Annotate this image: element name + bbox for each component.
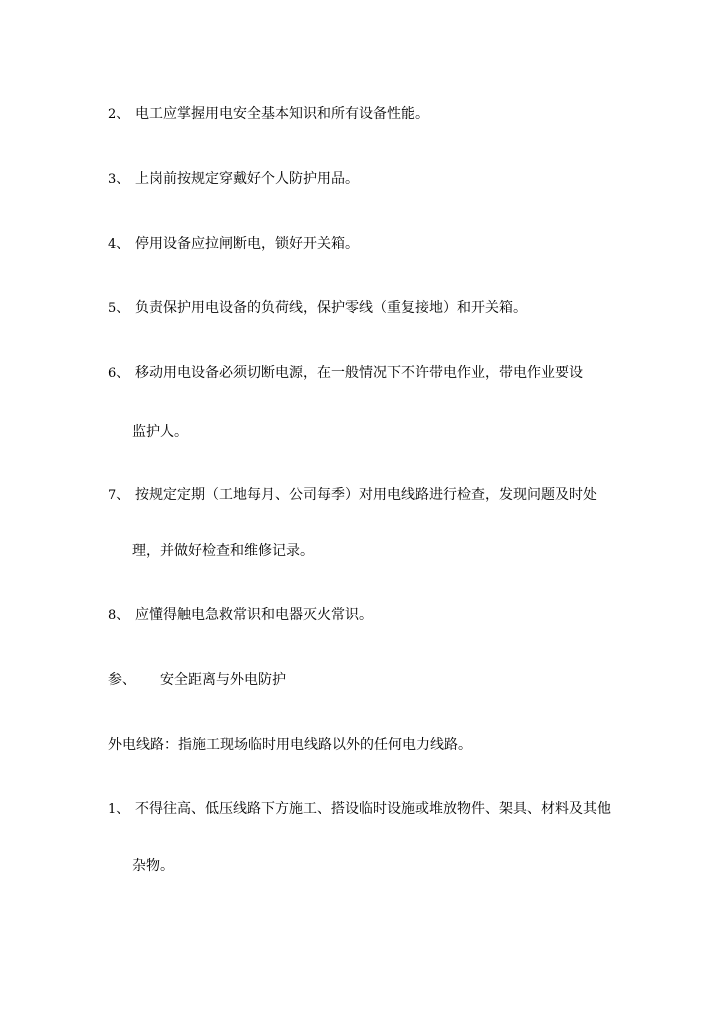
list-item	[108, 799, 611, 820]
item-text: 应懂得触电急救常识和电器灭火常识。	[135, 607, 373, 623]
item-number: 8、	[108, 608, 130, 623]
item-number: 4、	[108, 237, 130, 252]
section-heading	[108, 670, 286, 690]
item-text: 不得往高、低压线路下方施工、搭设临时设施或堆放物件、架具、材料及其他	[135, 801, 611, 817]
item-number: 5、	[108, 301, 130, 316]
item-text: 电工应掌握用电安全基本知识和所有设备性能。	[135, 106, 429, 122]
item-continuation: 理，并做好检查和维修记录。	[132, 543, 314, 559]
list-item	[108, 234, 359, 255]
section-title: 安全距离与外电防护	[160, 672, 286, 688]
item-text: 停用设备应拉闸断电，锁好开关箱。	[135, 236, 359, 252]
list-item	[108, 605, 373, 626]
list-item	[108, 485, 597, 506]
section-number: 参、	[108, 672, 136, 688]
item-text: 负责保护用电设备的负荷线，保护零线（重复接地）和开关箱。	[135, 300, 527, 316]
item-number: 6、	[108, 366, 130, 381]
item-continuation: 杂物。	[132, 858, 174, 874]
item-text: 移动用电设备必须切断电源，在一般情况下不许带电作业，带电作业要设	[135, 365, 583, 381]
list-item	[108, 298, 527, 319]
item-continuation: 监护人。	[132, 424, 188, 440]
item-number: 2、	[108, 107, 130, 122]
list-item	[108, 169, 359, 190]
item-number: 7、	[108, 488, 130, 503]
item-number: 1、	[108, 802, 130, 817]
list-item	[108, 363, 583, 384]
item-text: 上岗前按规定穿戴好个人防护用品。	[135, 171, 359, 187]
list-item	[108, 104, 429, 125]
item-number: 3、	[108, 172, 130, 187]
definition-paragraph: 外电线路：指施工现场临时用电线路以外的任何电力线路。	[108, 737, 472, 753]
item-text: 按规定定期（工地每月、公司每季）对用电线路进行检查，发现问题及时处	[135, 487, 597, 503]
